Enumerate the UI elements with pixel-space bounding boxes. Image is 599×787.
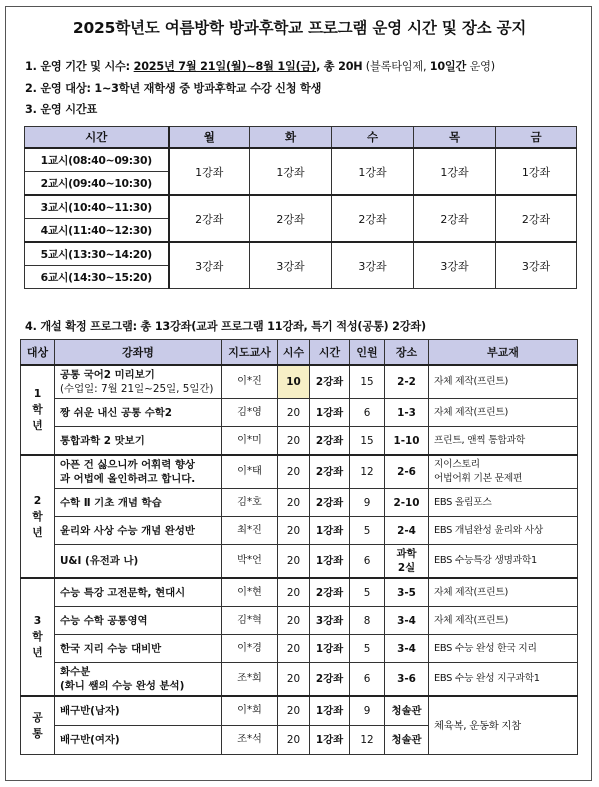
course-name: 수능 특강 고전문학, 현대시 bbox=[55, 578, 222, 607]
hours: 20 bbox=[278, 663, 310, 697]
course-name: 공통 국어2 미리보기 (수업일: 7월 21일~25일, 5일간) bbox=[55, 365, 222, 399]
time: 2강좌 bbox=[310, 365, 350, 399]
program-header: 시수 bbox=[278, 340, 310, 366]
teacher: 이*현 bbox=[222, 578, 278, 607]
teacher: 조*희 bbox=[222, 663, 278, 697]
hours: 20 bbox=[278, 545, 310, 579]
book: EBS 개념완성 윤리와 사상 bbox=[429, 517, 578, 545]
teacher: 이*미 bbox=[222, 427, 278, 456]
people: 15 bbox=[350, 427, 385, 456]
timetable-cell: 1강좌 bbox=[332, 148, 414, 195]
time: 3강좌 bbox=[310, 607, 350, 635]
period-label: 3교시(10:40~11:30) bbox=[25, 195, 169, 219]
table-row bbox=[21, 635, 578, 663]
place: 과학 2실 bbox=[385, 545, 429, 579]
place: 2-4 bbox=[385, 517, 429, 545]
time: 1강좌 bbox=[310, 399, 350, 427]
time: 2강좌 bbox=[310, 427, 350, 456]
people: 9 bbox=[350, 696, 385, 726]
period-label: 1교시(08:40~09:30) bbox=[25, 148, 169, 172]
timetable bbox=[24, 126, 577, 289]
time: 2강좌 bbox=[310, 489, 350, 517]
timetable-cell: 1강좌 bbox=[496, 148, 577, 195]
people: 6 bbox=[350, 545, 385, 579]
book: 프린트, 앤찍 통합과학 bbox=[429, 427, 578, 456]
teacher: 조*석 bbox=[222, 726, 278, 755]
book: 자체 제작(프린트) bbox=[429, 399, 578, 427]
timetable-header: 목 bbox=[414, 127, 496, 149]
info-line-4: 4. 개설 확정 프로그램: 총 13강좌(교과 프로그램 11강좌, 특기 적성(공통) 2강좌) bbox=[25, 320, 426, 333]
table-row bbox=[21, 607, 578, 635]
people: 12 bbox=[350, 455, 385, 489]
hours: 20 bbox=[278, 489, 310, 517]
course-name: 아픈 건 싫으니까 어휘력 향상 과 어법에 올인하려고 합니다. bbox=[55, 455, 222, 489]
people: 5 bbox=[350, 517, 385, 545]
people: 6 bbox=[350, 399, 385, 427]
people: 5 bbox=[350, 635, 385, 663]
book: 자체 제작(프린트) bbox=[429, 578, 578, 607]
course-name: 화수분 (화니 쌤의 수능 완성 분석) bbox=[55, 663, 222, 697]
hours: 20 bbox=[278, 455, 310, 489]
period-label: 5교시(13:30~14:20) bbox=[25, 242, 169, 266]
book: 지이스토리 어법어휘 기본 문제편 bbox=[429, 455, 578, 489]
teacher: 김*영 bbox=[222, 399, 278, 427]
place: 2-10 bbox=[385, 489, 429, 517]
place: 2-2 bbox=[385, 365, 429, 399]
program-header: 지도교사 bbox=[222, 340, 278, 366]
course-name: 짱 쉬운 내신 공통 수학2 bbox=[55, 399, 222, 427]
timetable-cell: 3강좌 bbox=[169, 242, 250, 289]
program-header-row bbox=[21, 340, 578, 366]
hours: 20 bbox=[278, 517, 310, 545]
timetable-cell: 1강좌 bbox=[169, 148, 250, 195]
time: 1강좌 bbox=[310, 545, 350, 579]
people: 5 bbox=[350, 578, 385, 607]
time: 1강좌 bbox=[310, 696, 350, 726]
teacher: 이*진 bbox=[222, 365, 278, 399]
info-line-2: 2. 운영 대상: 1~3학년 재학생 중 방과후학교 수강 신청 학생 bbox=[25, 82, 322, 95]
timetable-header: 시간 bbox=[25, 127, 169, 149]
program-table bbox=[20, 339, 578, 755]
course-name: 한국 지리 수능 대비반 bbox=[55, 635, 222, 663]
table-row bbox=[21, 663, 578, 697]
grade-label: 공 통 bbox=[21, 696, 55, 755]
timetable-header: 금 bbox=[496, 127, 577, 149]
teacher: 박*언 bbox=[222, 545, 278, 579]
place: 1-3 bbox=[385, 399, 429, 427]
place: 3-4 bbox=[385, 607, 429, 635]
timetable-cell: 2강좌 bbox=[496, 195, 577, 242]
timetable-cell: 3강좌 bbox=[414, 242, 496, 289]
hours: 20 bbox=[278, 399, 310, 427]
teacher: 이*태 bbox=[222, 455, 278, 489]
people: 15 bbox=[350, 365, 385, 399]
time: 1강좌 bbox=[310, 726, 350, 755]
timetable-cell: 1강좌 bbox=[414, 148, 496, 195]
timetable-header: 수 bbox=[332, 127, 414, 149]
table-row bbox=[21, 545, 578, 579]
program-header: 시간 bbox=[310, 340, 350, 366]
place: 청솔관 bbox=[385, 726, 429, 755]
info-line-1: 1. 운영 기간 및 시수: 2025년 7월 21일(월)~8월 1일(금), 총 20H (블록타임제, 10일간 운영) bbox=[25, 60, 495, 73]
period-label: 6교시(14:30~15:20) bbox=[25, 266, 169, 289]
place: 3-4 bbox=[385, 635, 429, 663]
program-header: 대상 bbox=[21, 340, 55, 366]
program-header: 인원 bbox=[350, 340, 385, 366]
people: 6 bbox=[350, 663, 385, 697]
operation-period: 2025년 7월 21일(월)~8월 1일(금) bbox=[133, 60, 317, 73]
teacher: 김*호 bbox=[222, 489, 278, 517]
book: EBS 수능 완성 지구과학1 bbox=[429, 663, 578, 697]
table-row bbox=[21, 455, 578, 489]
place: 3-5 bbox=[385, 578, 429, 607]
place: 청솔관 bbox=[385, 696, 429, 726]
place: 3-6 bbox=[385, 663, 429, 697]
book: EBS 올림포스 bbox=[429, 489, 578, 517]
course-name: 윤리와 사상 수능 개념 완성반 bbox=[55, 517, 222, 545]
table-row bbox=[21, 427, 578, 456]
book: EBS 수능 완성 한국 지리 bbox=[429, 635, 578, 663]
course-name: 배구반(여자) bbox=[55, 726, 222, 755]
time: 2강좌 bbox=[310, 578, 350, 607]
teacher: 이*경 bbox=[222, 635, 278, 663]
book: EBS 수능특강 생명과학1 bbox=[429, 545, 578, 579]
table-row bbox=[21, 578, 578, 607]
hours: 20 bbox=[278, 696, 310, 726]
timetable-row bbox=[25, 242, 577, 266]
hours: 20 bbox=[278, 635, 310, 663]
timetable-cell: 1강좌 bbox=[250, 148, 332, 195]
timetable-cell: 2강좌 bbox=[169, 195, 250, 242]
teacher: 김*혁 bbox=[222, 607, 278, 635]
timetable-cell: 2강좌 bbox=[414, 195, 496, 242]
course-name: 배구반(남자) bbox=[55, 696, 222, 726]
timetable-header-row bbox=[25, 127, 577, 149]
teacher: 최*진 bbox=[222, 517, 278, 545]
place: 1-10 bbox=[385, 427, 429, 456]
course-name: 수학 Ⅱ 기초 개념 학습 bbox=[55, 489, 222, 517]
people: 9 bbox=[350, 489, 385, 517]
period-label: 2교시(09:40~10:30) bbox=[25, 172, 169, 196]
course-name: 통합과학 2 맛보기 bbox=[55, 427, 222, 456]
people: 12 bbox=[350, 726, 385, 755]
table-row bbox=[21, 399, 578, 427]
timetable-header: 화 bbox=[250, 127, 332, 149]
time: 1강좌 bbox=[310, 517, 350, 545]
course-name: U&I (유전과 나) bbox=[55, 545, 222, 579]
table-row bbox=[21, 517, 578, 545]
place: 2-6 bbox=[385, 455, 429, 489]
people: 8 bbox=[350, 607, 385, 635]
book: 자체 제작(프린트) bbox=[429, 607, 578, 635]
book: 체육복, 운동화 지참 bbox=[429, 696, 578, 755]
timetable-cell: 3강좌 bbox=[250, 242, 332, 289]
grade-label: 2 학 년 bbox=[21, 455, 55, 578]
hours: 20 bbox=[278, 578, 310, 607]
period-label: 4교시(11:40~12:30) bbox=[25, 219, 169, 243]
grade-label: 3 학 년 bbox=[21, 578, 55, 696]
program-header: 강좌명 bbox=[55, 340, 222, 366]
timetable-cell: 3강좌 bbox=[496, 242, 577, 289]
hours: 20 bbox=[278, 726, 310, 755]
time: 2강좌 bbox=[310, 455, 350, 489]
table-row bbox=[21, 696, 578, 726]
timetable-row bbox=[25, 148, 577, 172]
table-row bbox=[21, 489, 578, 517]
hours: 20 bbox=[278, 427, 310, 456]
time: 1강좌 bbox=[310, 635, 350, 663]
teacher: 이*희 bbox=[222, 696, 278, 726]
program-header: 부교재 bbox=[429, 340, 578, 366]
course-name: 수능 수학 공통영역 bbox=[55, 607, 222, 635]
table-row bbox=[21, 365, 578, 399]
timetable-row bbox=[25, 195, 577, 219]
program-header: 장소 bbox=[385, 340, 429, 366]
timetable-header: 월 bbox=[169, 127, 250, 149]
timetable-cell: 2강좌 bbox=[332, 195, 414, 242]
page-title: 2025학년도 여름방학 방과후학교 프로그램 운영 시간 및 장소 공지 bbox=[72, 19, 527, 37]
hours: 10 bbox=[278, 365, 310, 399]
hours: 20 bbox=[278, 607, 310, 635]
time: 2강좌 bbox=[310, 663, 350, 697]
timetable-cell: 3강좌 bbox=[332, 242, 414, 289]
timetable-cell: 2강좌 bbox=[250, 195, 332, 242]
book: 자체 제작(프린트) bbox=[429, 365, 578, 399]
info-line-3: 3. 운영 시간표 bbox=[25, 103, 98, 116]
grade-label: 1 학 년 bbox=[21, 365, 55, 455]
